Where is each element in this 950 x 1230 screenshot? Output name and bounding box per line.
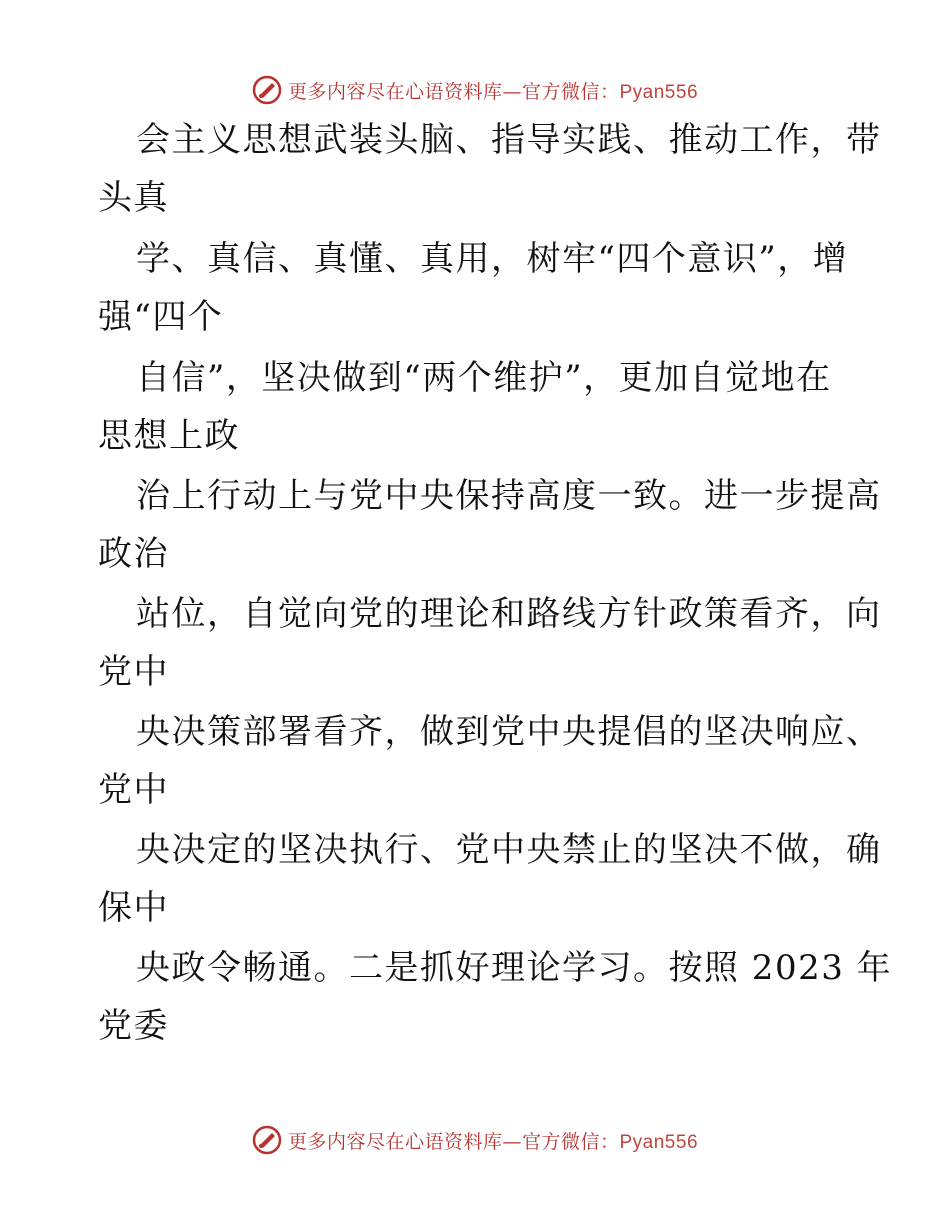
footer-text	[288, 1127, 698, 1154]
footer-dash: —	[502, 1130, 522, 1153]
header-brand-text: 更多内容尽在心语资料库	[287, 80, 503, 103]
text-line: 党中	[98, 770, 169, 810]
text-line: 强“四个	[98, 297, 224, 337]
footer-banner	[0, 1120, 950, 1160]
footer-brand-text: 更多内容尽在心语资料库	[287, 1130, 503, 1153]
brand-logo-icon	[252, 75, 282, 105]
header-text	[288, 77, 698, 104]
text-line: 保中	[98, 888, 169, 928]
header-dash: —	[502, 80, 522, 103]
text-line: 自信”，坚决做到“两个维护”，更加自觉地在	[136, 358, 832, 398]
text-line: 党中	[98, 652, 169, 692]
text-line: 央决定的坚决执行、党中央禁止的坚决不做，确	[136, 830, 882, 870]
text-line: 政治	[98, 534, 169, 574]
text-line: 治上行动上与党中央保持高度一致。进一步提高	[136, 476, 882, 516]
footer-wechat-id: Pyan556	[619, 1131, 699, 1153]
text-line: 头真	[98, 178, 169, 218]
header-wechat-label: 官方微信：	[521, 80, 620, 103]
text-line: 会主义思想武装头脑、指导实践、推动工作，带	[136, 120, 882, 160]
text-line: 党委	[98, 1006, 169, 1046]
text-line: 思想上政	[98, 416, 240, 456]
text-line: 央政令畅通。二是抓好理论学习。按照 2023 年	[136, 948, 893, 988]
brand-logo-icon	[252, 1125, 282, 1155]
header-wechat-id: Pyan556	[619, 81, 699, 103]
footer-wechat-label: 官方微信：	[521, 1130, 620, 1153]
text-line: 学、真信、真懂、真用，树牢“四个意识”，增	[136, 239, 849, 279]
text-line: 央决策部署看齐，做到党中央提倡的坚决响应、	[136, 712, 882, 752]
text-line: 站位，自觉向党的理论和路线方针政策看齐，向	[136, 594, 882, 634]
header-banner	[0, 70, 950, 110]
